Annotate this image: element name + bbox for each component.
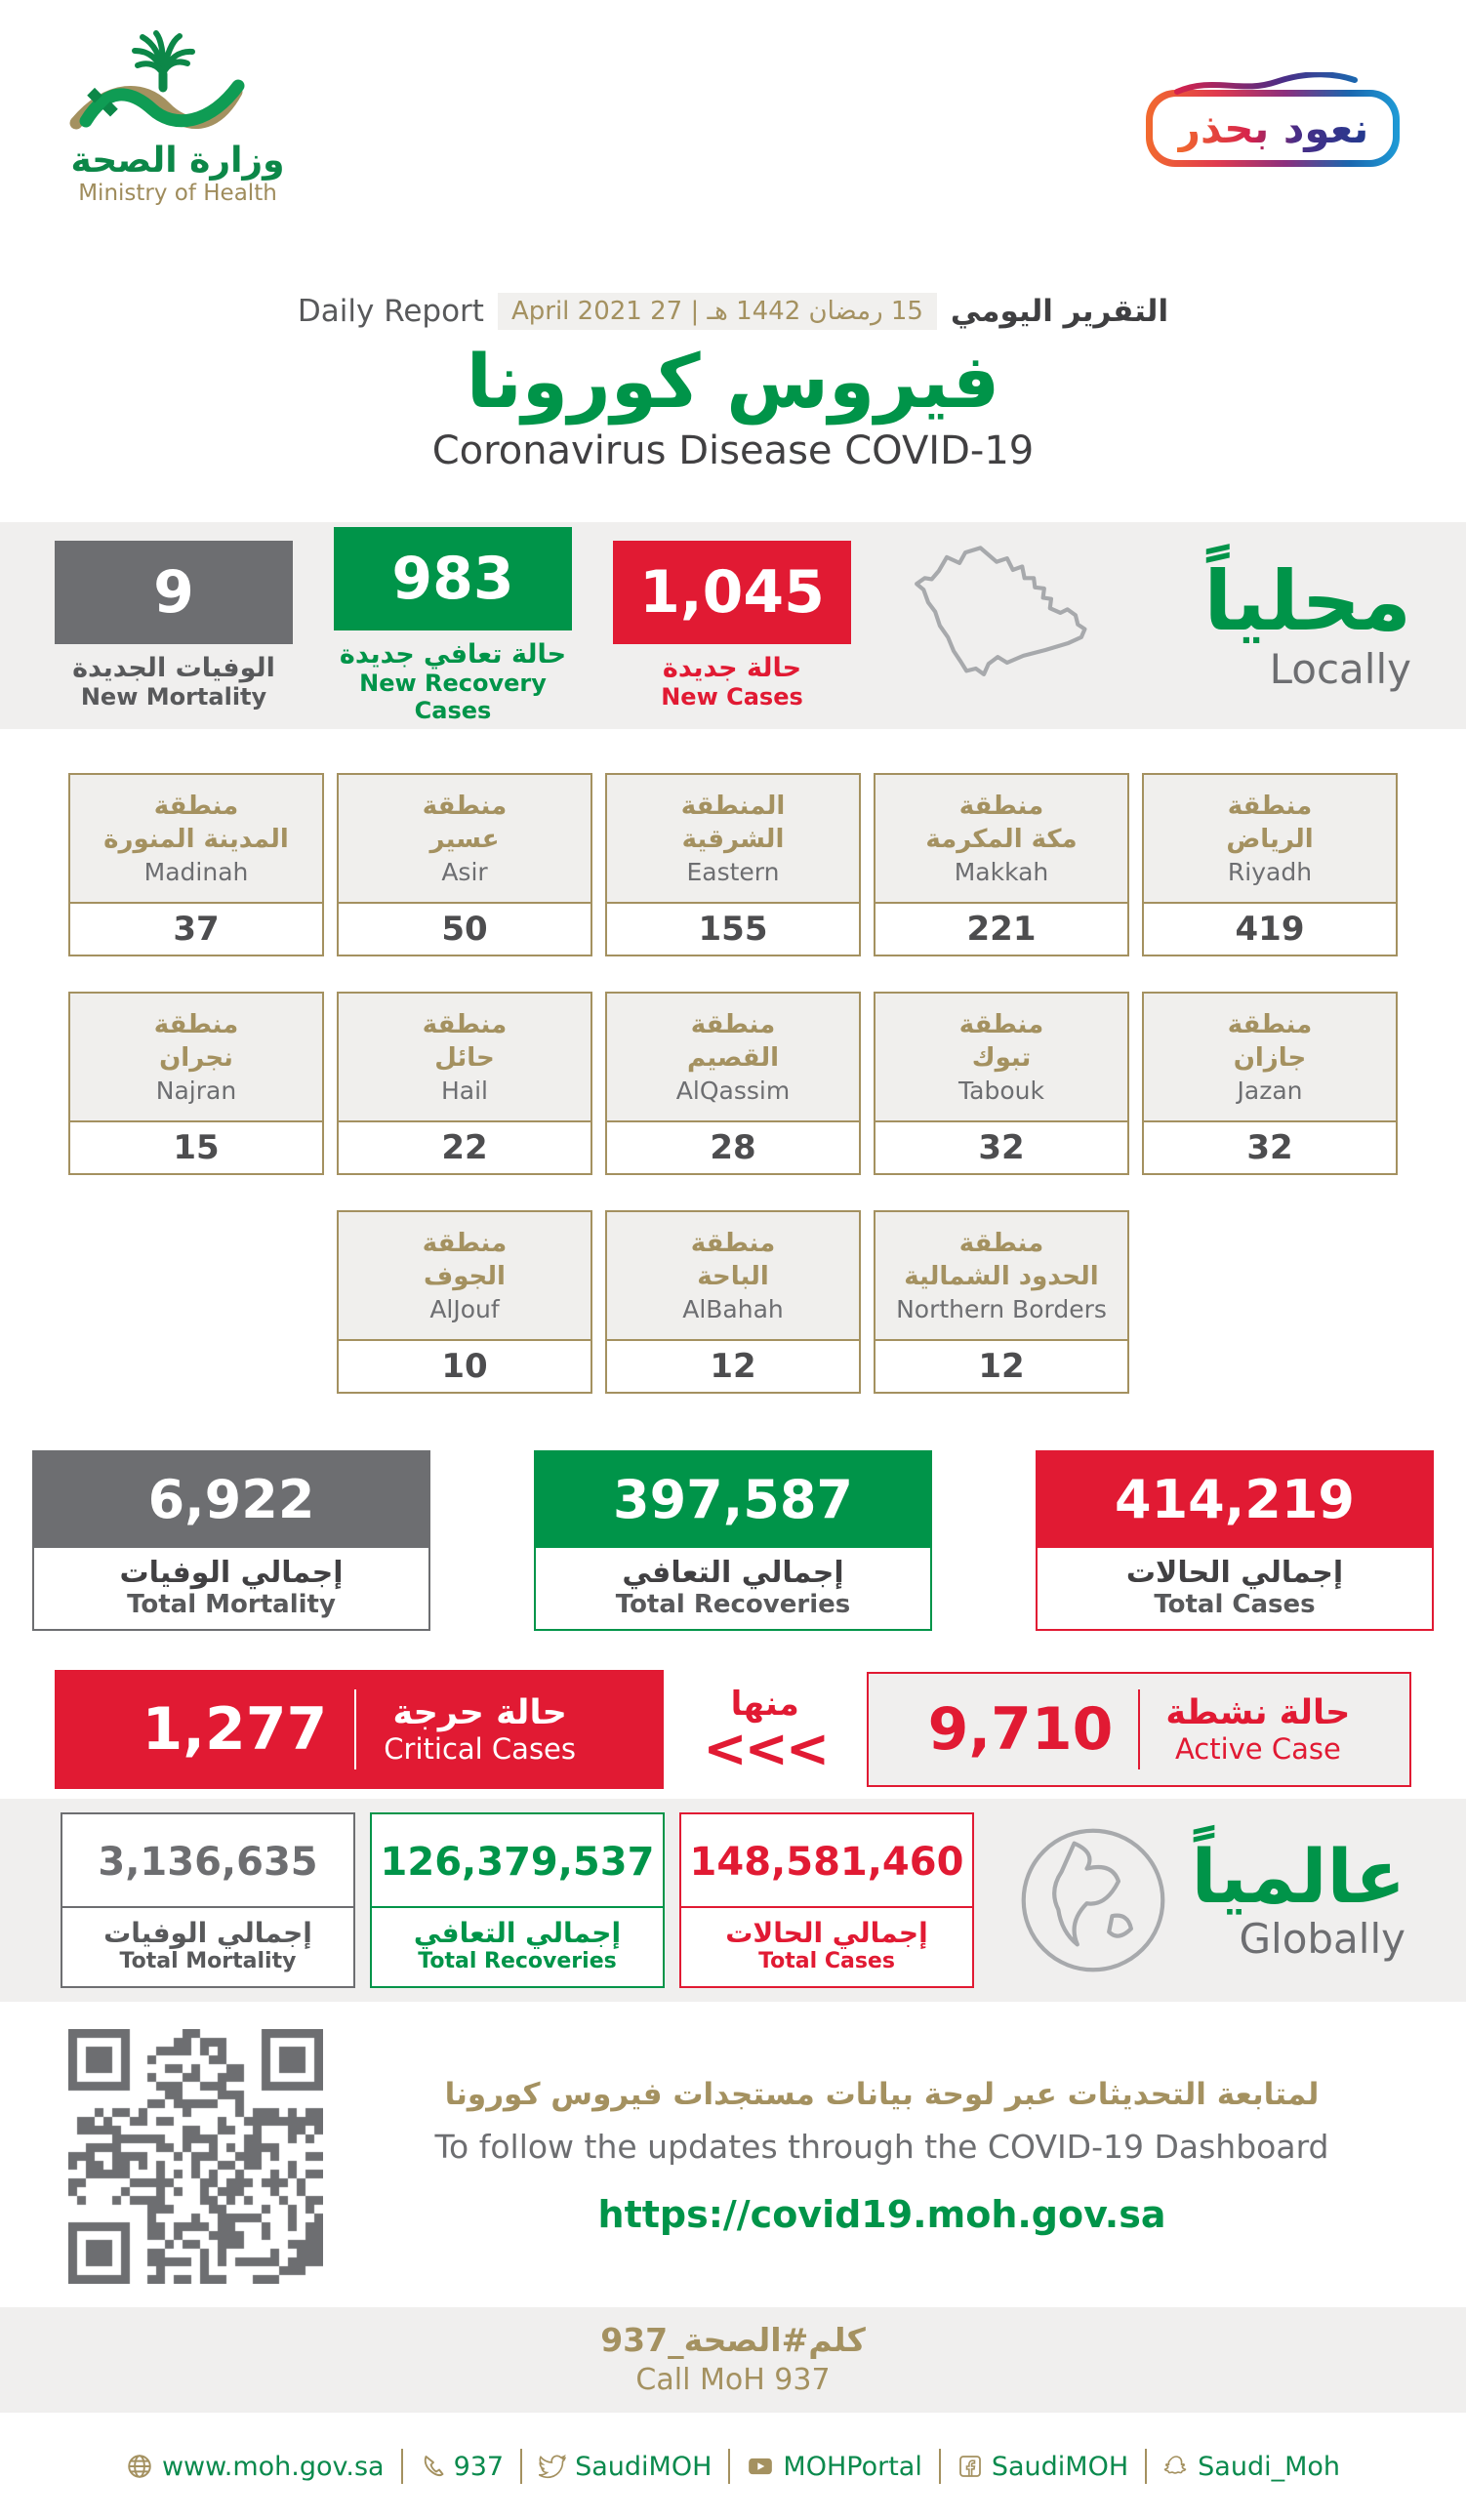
critical-active-row bbox=[55, 1670, 1411, 1789]
new-mortality-label-en: New Mortality bbox=[80, 683, 267, 711]
dashboard-note-en: To follow the updates through the COVID-19 Dashboard bbox=[434, 2128, 1329, 2166]
call-moh-band bbox=[0, 2307, 1466, 2413]
locally-heading-en: Locally bbox=[1269, 644, 1411, 693]
active-cases-label-en: Active Case bbox=[1174, 1732, 1341, 1767]
new-cases-value: 1,045 bbox=[613, 541, 851, 644]
regions-grid bbox=[0, 729, 1466, 1394]
active-cases-value: 9,710 bbox=[927, 1695, 1114, 1764]
logo-english-name: Ministry of Health bbox=[78, 181, 277, 206]
region-card-albahah: منطقة الباحة AlBahah 12 bbox=[605, 1210, 861, 1394]
new-recovery-stat bbox=[334, 527, 572, 724]
global-cases-label-en: Total Cases bbox=[758, 1949, 895, 1973]
total-recoveries-value: 397,587 bbox=[534, 1450, 932, 1548]
region-card-jazan: منطقة جازان Jazan 32 bbox=[1142, 992, 1398, 1175]
contact-footer bbox=[0, 2413, 1466, 2520]
badge-label: نعود بحذر bbox=[1176, 104, 1369, 152]
total-mortality-value: 6,922 bbox=[32, 1450, 430, 1548]
youtube-icon bbox=[747, 2453, 774, 2480]
footer-twitter[interactable]: SaudiMOH bbox=[539, 2452, 712, 2482]
active-cases-label-ar: حالة نشطة bbox=[1165, 1692, 1351, 1732]
new-recovery-label-ar: حالة تعافي جديدة bbox=[339, 639, 567, 670]
region-card-eastern: المنطقة الشرقية Eastern 155 bbox=[605, 773, 861, 956]
of-which-connector bbox=[664, 1685, 868, 1780]
divider bbox=[354, 1689, 356, 1769]
saudi-arabia-map-icon bbox=[892, 527, 1124, 724]
divider bbox=[520, 2449, 522, 2484]
critical-cases-label-ar: حالة حرجة bbox=[392, 1692, 567, 1732]
footer-facebook[interactable]: SaudiMOH bbox=[957, 2452, 1128, 2482]
globally-heading bbox=[1191, 1832, 1405, 1964]
moh-logo-icon bbox=[61, 29, 265, 139]
new-cases-stat bbox=[613, 541, 851, 711]
new-mortality-value: 9 bbox=[55, 541, 293, 644]
region-card-asir: منطقة عسير Asir 50 bbox=[337, 773, 592, 956]
report-date: 15 رمضان 1442 هـ | 27 April 2021 bbox=[498, 293, 937, 330]
region-value: 32 bbox=[978, 1128, 1025, 1167]
call-moh-en: Call MoH 937 bbox=[635, 2363, 831, 2397]
region-card-riyadh: منطقة الرياض Riyadh 419 bbox=[1142, 773, 1398, 956]
globe-icon bbox=[126, 2453, 153, 2480]
new-mortality-stat bbox=[55, 541, 293, 711]
facebook-icon bbox=[957, 2454, 983, 2479]
global-mortality-label-ar: إجمالي الوفيات bbox=[103, 1917, 312, 1949]
twitter-icon bbox=[539, 2453, 566, 2480]
phone-icon bbox=[420, 2454, 445, 2479]
report-header bbox=[0, 0, 1466, 522]
region-card-makkah: منطقة مكة المكرمة Makkah 221 bbox=[874, 773, 1129, 956]
footer-website[interactable]: www.moh.gov.sa bbox=[126, 2452, 385, 2482]
region-card-alqassim: منطقة القصيم AlQassim 28 bbox=[605, 992, 861, 1175]
new-recovery-label-en: New Recovery Cases bbox=[359, 670, 547, 724]
globally-heading-en: Globally bbox=[1239, 1915, 1405, 1964]
daily-report-en: Daily Report bbox=[297, 294, 484, 329]
dashboard-section bbox=[0, 2002, 1466, 2307]
total-mortality-label-ar: إجمالي الوفيات bbox=[119, 1556, 344, 1590]
global-mortality-label-en: Total Mortality bbox=[119, 1949, 297, 1973]
total-mortality-box bbox=[32, 1450, 430, 1631]
global-recoveries-label-ar: إجمالي التعافي bbox=[413, 1917, 622, 1949]
daily-report-ar: التقرير اليومي bbox=[950, 294, 1169, 329]
total-cases-box bbox=[1036, 1450, 1434, 1631]
region-value: 221 bbox=[966, 910, 1037, 949]
total-cases-label-ar: إجمالي الحالات bbox=[1125, 1556, 1344, 1590]
critical-cases-label-en: Critical Cases bbox=[384, 1732, 577, 1767]
locally-summary-band bbox=[0, 522, 1466, 729]
footer-youtube[interactable]: MOHPortal bbox=[747, 2452, 921, 2482]
regions-row-1 bbox=[0, 773, 1466, 956]
logo-arabic-name: وزارة الصحة bbox=[70, 141, 285, 181]
global-mortality-box bbox=[61, 1812, 355, 1988]
dashboard-note-ar: لمتابعة التحديثات عبر لوحة بيانات مستجدات فيروس كورونا bbox=[444, 2077, 1320, 2112]
global-cases-value: 148,581,460 bbox=[681, 1814, 972, 1908]
footer-snapchat[interactable]: Saudi_Moh bbox=[1163, 2452, 1340, 2482]
global-recoveries-value: 126,379,537 bbox=[372, 1814, 663, 1908]
global-recoveries-box bbox=[370, 1812, 665, 1988]
page-title-english: Coronavirus Disease COVID-19 bbox=[431, 428, 1035, 473]
total-cases-label-en: Total Cases bbox=[1154, 1590, 1316, 1619]
qr-code bbox=[68, 2029, 323, 2284]
region-value: 28 bbox=[710, 1128, 756, 1167]
locally-heading bbox=[1203, 553, 1411, 693]
badge-swoosh-icon bbox=[1173, 72, 1359, 98]
region-value: 419 bbox=[1235, 910, 1305, 949]
left-arrows-icon: <<< bbox=[703, 1718, 828, 1780]
moh-logo bbox=[61, 29, 295, 206]
return-with-caution-badge bbox=[1146, 90, 1400, 167]
region-card-hail: منطقة حائل Hail 22 bbox=[337, 992, 592, 1175]
total-mortality-label-en: Total Mortality bbox=[127, 1590, 336, 1619]
new-cases-label-en: New Cases bbox=[661, 683, 803, 711]
divider bbox=[728, 2449, 730, 2484]
region-value: 10 bbox=[441, 1347, 488, 1386]
global-cases-label-ar: إجمالي الحالات bbox=[725, 1917, 928, 1949]
region-card-aljouf: منطقة الجوف AlJouf 10 bbox=[337, 1210, 592, 1394]
region-value: 12 bbox=[978, 1347, 1025, 1386]
global-recoveries-label-en: Total Recoveries bbox=[418, 1949, 617, 1973]
region-value: 32 bbox=[1246, 1128, 1293, 1167]
region-value: 37 bbox=[173, 910, 220, 949]
call-moh-ar: كلم#الصحة_937 bbox=[600, 2321, 866, 2359]
global-mortality-value: 3,136,635 bbox=[62, 1814, 353, 1908]
region-value: 12 bbox=[710, 1347, 756, 1386]
divider bbox=[401, 2449, 403, 2484]
regions-row-3 bbox=[0, 1210, 1466, 1394]
new-cases-label-ar: حالة جديدة bbox=[662, 653, 802, 683]
globally-heading-ar: عالمياً bbox=[1191, 1832, 1405, 1920]
page-title-arabic: فيروس كورونا bbox=[466, 338, 1000, 425]
divider bbox=[1145, 2449, 1147, 2484]
locally-heading-ar: محلياً bbox=[1203, 553, 1411, 650]
total-recoveries-label-en: Total Recoveries bbox=[615, 1590, 851, 1619]
new-mortality-label-ar: الوفيات الجديدة bbox=[72, 653, 275, 683]
of-which-label: منها bbox=[730, 1685, 799, 1725]
local-totals-row bbox=[0, 1450, 1466, 1631]
total-recoveries-box bbox=[534, 1450, 932, 1631]
region-card-madinah: منطقة المدينة المنورة Madinah 37 bbox=[68, 773, 324, 956]
regions-row-2 bbox=[0, 992, 1466, 1175]
region-value: 15 bbox=[173, 1128, 220, 1167]
region-card-tabouk: منطقة تبوك Tabouk 32 bbox=[874, 992, 1129, 1175]
footer-phone[interactable]: 937 bbox=[420, 2452, 505, 2482]
globe-icon bbox=[1014, 1821, 1172, 1979]
dashboard-url-link[interactable]: https://covid19.moh.gov.sa bbox=[597, 2193, 1166, 2236]
divider bbox=[1138, 1689, 1140, 1769]
divider bbox=[939, 2449, 941, 2484]
region-card-najran: منطقة نجران Najran 15 bbox=[68, 992, 324, 1175]
total-recoveries-label-ar: إجمالي التعافي bbox=[622, 1556, 844, 1590]
region-card-northern-borders: منطقة الحدود الشمالية Northern Borders 12 bbox=[874, 1210, 1129, 1394]
critical-cases-value: 1,277 bbox=[142, 1695, 328, 1764]
critical-cases-box bbox=[55, 1670, 664, 1789]
region-value: 22 bbox=[441, 1128, 488, 1167]
region-value: 50 bbox=[441, 910, 488, 949]
active-cases-box bbox=[867, 1672, 1411, 1787]
snapchat-icon bbox=[1163, 2454, 1189, 2479]
region-value: 155 bbox=[698, 910, 768, 949]
global-cases-box bbox=[679, 1812, 974, 1988]
new-recovery-value: 983 bbox=[334, 527, 572, 630]
total-cases-value: 414,219 bbox=[1036, 1450, 1434, 1548]
globally-summary-band bbox=[0, 1799, 1466, 2002]
